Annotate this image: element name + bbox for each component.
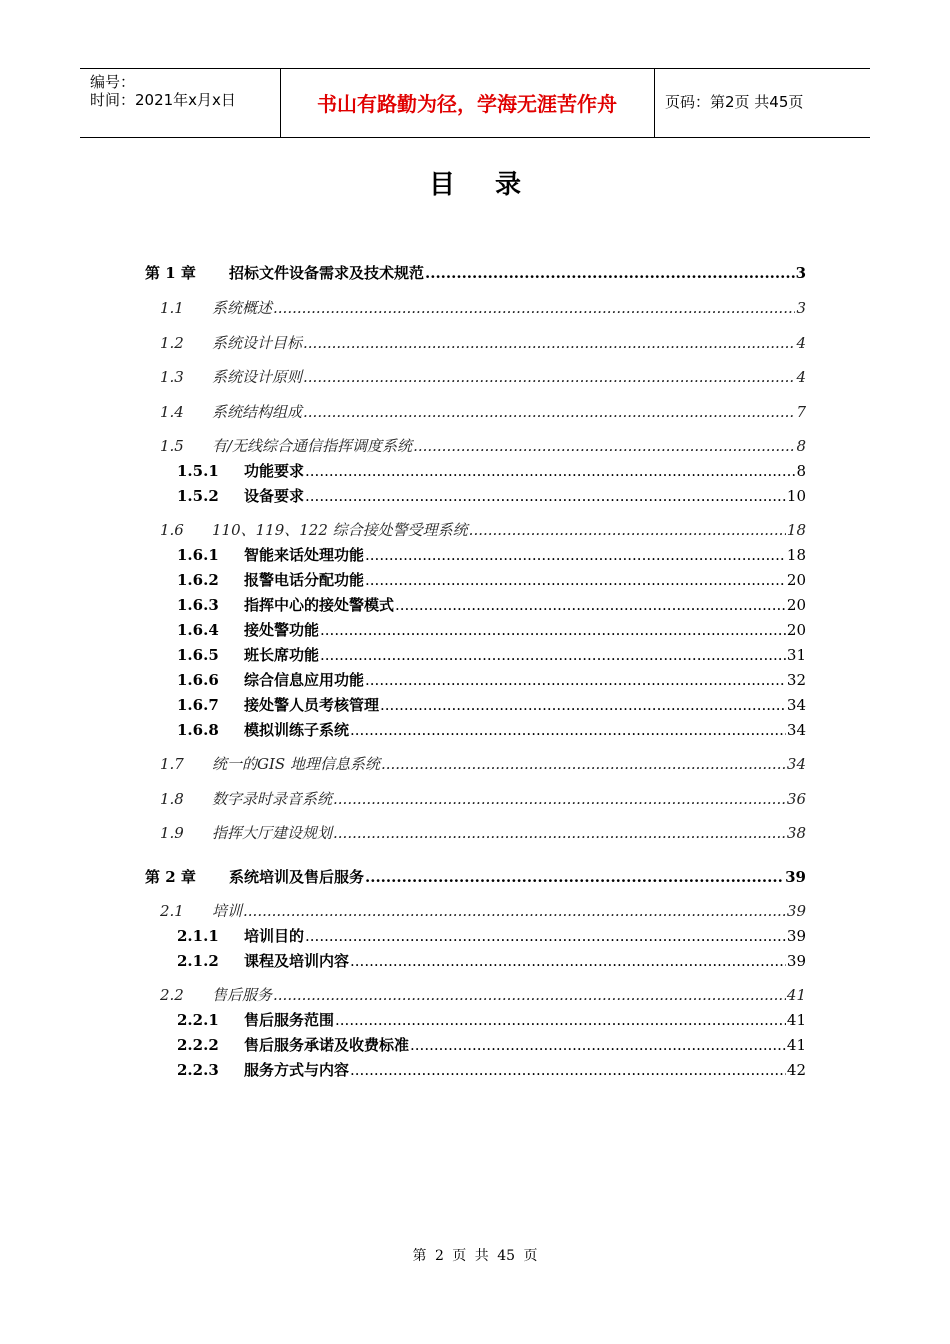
toc-entry-number: 2.1 — [160, 902, 184, 920]
toc-entry-title: 指挥中心的接处警模式 — [244, 596, 395, 614]
toc-entry-2-2-1[interactable] — [177, 1009, 806, 1031]
toc-dot-leader — [305, 460, 795, 482]
toc-dot-leader — [273, 984, 786, 1006]
toc-entry-page: 8 — [796, 437, 806, 455]
toc-entry-title: 系统培训及售后服务 — [229, 868, 365, 886]
toc-entry-number: 2.2.3 — [177, 1061, 219, 1079]
toc-dot-leader — [305, 485, 786, 507]
toc-entry-title: 服务方式与内容 — [244, 1061, 350, 1079]
toc-entry-title: 设备要求 — [244, 487, 305, 505]
toc-entry-page: 42 — [786, 1061, 806, 1079]
toc-dot-leader — [305, 925, 786, 947]
toc-entry-1-5[interactable] — [160, 435, 806, 457]
toc-entry-title: 有/无线综合通信指挥调度系统 — [212, 437, 413, 455]
toc-dot-leader — [381, 753, 786, 775]
page-footer: 第 2 页 共 45 页 — [412, 1248, 538, 1264]
toc-entry-title: 系统设计目标 — [212, 334, 303, 352]
toc-entry-page: 10 — [786, 487, 806, 505]
toc-entry-number: 2.2 — [160, 986, 184, 1004]
toc-entry-1[interactable] — [145, 262, 806, 284]
toc-entry-1-5-1[interactable] — [177, 460, 806, 482]
toc-dot-leader — [413, 435, 795, 457]
toc-entry-title: 班长席功能 — [244, 646, 320, 664]
toc-entry-number: 1.5.2 — [177, 487, 219, 505]
toc-entry-page: 41 — [786, 986, 806, 1004]
header-page-info: 页码：第2页 共45页 — [665, 93, 804, 111]
toc-dot-leader — [303, 332, 795, 354]
toc-entry-title: 综合信息应用功能 — [244, 671, 365, 689]
toc-dot-leader — [365, 544, 786, 566]
toc-entry-page: 3 — [795, 264, 806, 282]
toc-entry-page: 20 — [786, 596, 806, 614]
toc-entry-title: 接处警人员考核管理 — [244, 696, 380, 714]
toc-entry-1-6-3[interactable] — [177, 594, 806, 616]
toc-entry-number: 1.6.2 — [177, 571, 219, 589]
toc-entry-page: 20 — [786, 621, 806, 639]
toc-entry-number: 1.6.1 — [177, 546, 219, 564]
toc-entry-title: 数字录时录音系统 — [212, 790, 333, 808]
toc-entry-title: 模拟训练子系统 — [244, 721, 350, 739]
toc-entry-page: 34 — [786, 696, 806, 714]
toc-entry-page: 18 — [786, 546, 806, 564]
toc-dot-leader — [469, 519, 786, 541]
toc-entry-number: 1.7 — [160, 755, 184, 773]
toc-entry-1-1[interactable] — [160, 297, 806, 319]
toc-entry-title: 指挥大厅建设规划 — [212, 824, 333, 842]
toc-entry-page: 8 — [796, 462, 806, 480]
toc-entry-page: 32 — [786, 671, 806, 689]
toc-entry-page: 4 — [796, 368, 806, 386]
toc-entry-title: 智能来话处理功能 — [244, 546, 365, 564]
toc-dot-leader — [365, 866, 784, 888]
toc-entry-number: 第 2 章 — [145, 868, 196, 886]
toc-dot-leader — [320, 644, 786, 666]
header-motto: 书山有路勤为径，学海无涯苦作舟 — [317, 92, 617, 116]
toc-entry-number: 1.9 — [160, 824, 184, 842]
toc-entry-title: 系统设计原则 — [212, 368, 303, 386]
toc-entry-1-7[interactable] — [160, 753, 806, 775]
header-page-cell — [655, 69, 870, 137]
toc-entry-number: 1.6.5 — [177, 646, 219, 664]
toc-entry-2-1-1[interactable] — [177, 925, 806, 947]
header-motto-cell — [280, 69, 655, 137]
toc-entry-number: 1.6.4 — [177, 621, 219, 639]
toc-entry-page: 4 — [796, 334, 806, 352]
toc-entry-title: 系统概述 — [212, 299, 273, 317]
toc-entry-1-5-2[interactable] — [177, 485, 806, 507]
toc-entry-1-9[interactable] — [160, 822, 806, 844]
toc-entry-number: 1.6.3 — [177, 596, 219, 614]
toc-entry-1-6-5[interactable] — [177, 644, 806, 666]
toc-entry-1-8[interactable] — [160, 788, 806, 810]
toc-entry-page: 39 — [786, 952, 806, 970]
toc-entry-number: 1.2 — [160, 334, 184, 352]
toc-dot-leader — [380, 694, 786, 716]
toc-entry-title: 接处警功能 — [244, 621, 320, 639]
toc-entry-title: 培训目的 — [244, 927, 305, 945]
toc-entry-number: 1.6 — [160, 521, 184, 539]
toc-entry-number: 1.6.7 — [177, 696, 219, 714]
toc-entry-title: 系统结构组成 — [212, 403, 303, 421]
toc-entry-title: 培训 — [212, 902, 243, 920]
toc-entry-1-6-1[interactable] — [177, 544, 806, 566]
toc-dot-leader — [335, 1009, 786, 1031]
document-number-label: 编号： — [90, 73, 136, 91]
toc-entry-page: 39 — [785, 868, 806, 886]
header-meta-cell — [80, 69, 281, 137]
toc-entry-2-1-2[interactable] — [177, 950, 806, 972]
toc-entry-page: 39 — [786, 927, 806, 945]
toc-dot-leader — [365, 569, 786, 591]
toc-entry-page: 36 — [786, 790, 806, 808]
toc-entry-1-6-6[interactable] — [177, 669, 806, 691]
toc-entry-number: 1.3 — [160, 368, 184, 386]
toc-dot-leader — [350, 719, 786, 741]
toc-entry-number: 1.1 — [160, 299, 184, 317]
toc-entry-number: 1.6.8 — [177, 721, 219, 739]
toc-entry-title: 售后服务 — [212, 986, 273, 1004]
toc-entry-1-6-8[interactable] — [177, 719, 806, 741]
toc-dot-leader — [303, 366, 795, 388]
toc-dot-leader — [320, 619, 786, 641]
toc-entry-page: 41 — [786, 1036, 806, 1054]
toc-entry-1-2[interactable] — [160, 332, 806, 354]
toc-entry-page: 20 — [786, 571, 806, 589]
toc-entry-page: 31 — [786, 646, 806, 664]
document-date-label: 时间：2021年x月x日 — [90, 91, 236, 109]
toc-entry-page: 34 — [786, 721, 806, 739]
toc-entry-page: 3 — [796, 299, 806, 317]
toc-entry-number: 2.1.1 — [177, 927, 219, 945]
toc-entry-title: 售后服务范围 — [244, 1011, 335, 1029]
toc-entry-2-2[interactable] — [160, 984, 806, 1006]
toc-entry-page: 38 — [786, 824, 806, 842]
toc-entry-1-6[interactable] — [160, 519, 806, 541]
toc-entry-number: 2.2.1 — [177, 1011, 219, 1029]
toc-entry-2-2-3[interactable] — [177, 1059, 806, 1081]
toc-entry-number: 第 1 章 — [145, 264, 196, 282]
toc-dot-leader — [410, 1034, 786, 1056]
toc-entry-page: 7 — [796, 403, 806, 421]
toc-dot-leader — [350, 950, 786, 972]
toc-title: 目录 — [428, 170, 561, 200]
toc-entry-number: 2.2.2 — [177, 1036, 219, 1054]
toc-dot-leader — [243, 900, 786, 922]
toc-entry-number: 1.5.1 — [177, 462, 219, 480]
toc-entry-2[interactable] — [145, 866, 806, 888]
toc-entry-number: 1.6.6 — [177, 671, 219, 689]
toc-dot-leader — [273, 297, 795, 319]
toc-entry-1-6-4[interactable] — [177, 619, 806, 641]
toc-entry-title: 课程及培训内容 — [244, 952, 350, 970]
toc-entry-title: 招标文件设备需求及技术规范 — [229, 264, 425, 282]
toc-dot-leader — [333, 788, 786, 810]
toc-entry-title: 售后服务承诺及收费标准 — [244, 1036, 410, 1054]
toc-dot-leader — [350, 1059, 786, 1081]
page-header — [80, 68, 870, 138]
toc-dot-leader — [425, 262, 795, 284]
toc-entry-2-2-2[interactable] — [177, 1034, 806, 1056]
toc-entry-page: 34 — [786, 755, 806, 773]
toc-entry-title: 110、119、122 综合接处警受理系统 — [212, 521, 468, 539]
toc-entry-2-1[interactable] — [160, 900, 806, 922]
toc-entry-page: 39 — [786, 902, 806, 920]
toc-entry-1-4[interactable] — [160, 401, 806, 423]
toc-entry-page: 18 — [786, 521, 806, 539]
toc-dot-leader — [395, 594, 786, 616]
toc-entry-title: 统一的GIS 地理信息系统 — [212, 755, 380, 773]
toc-dot-leader — [303, 401, 795, 423]
toc-dot-leader — [333, 822, 786, 844]
toc-entry-number: 1.4 — [160, 403, 184, 421]
toc-entry-1-6-7[interactable] — [177, 694, 806, 716]
toc-dot-leader — [365, 669, 786, 691]
toc-entry-title: 报警电话分配功能 — [244, 571, 365, 589]
toc-entry-1-3[interactable] — [160, 366, 806, 388]
toc-entry-title: 功能要求 — [244, 462, 305, 480]
toc-entry-number: 2.1.2 — [177, 952, 219, 970]
toc-entry-number: 1.5 — [160, 437, 184, 455]
toc-entry-page: 41 — [786, 1011, 806, 1029]
toc-entry-1-6-2[interactable] — [177, 569, 806, 591]
toc-entry-number: 1.8 — [160, 790, 184, 808]
